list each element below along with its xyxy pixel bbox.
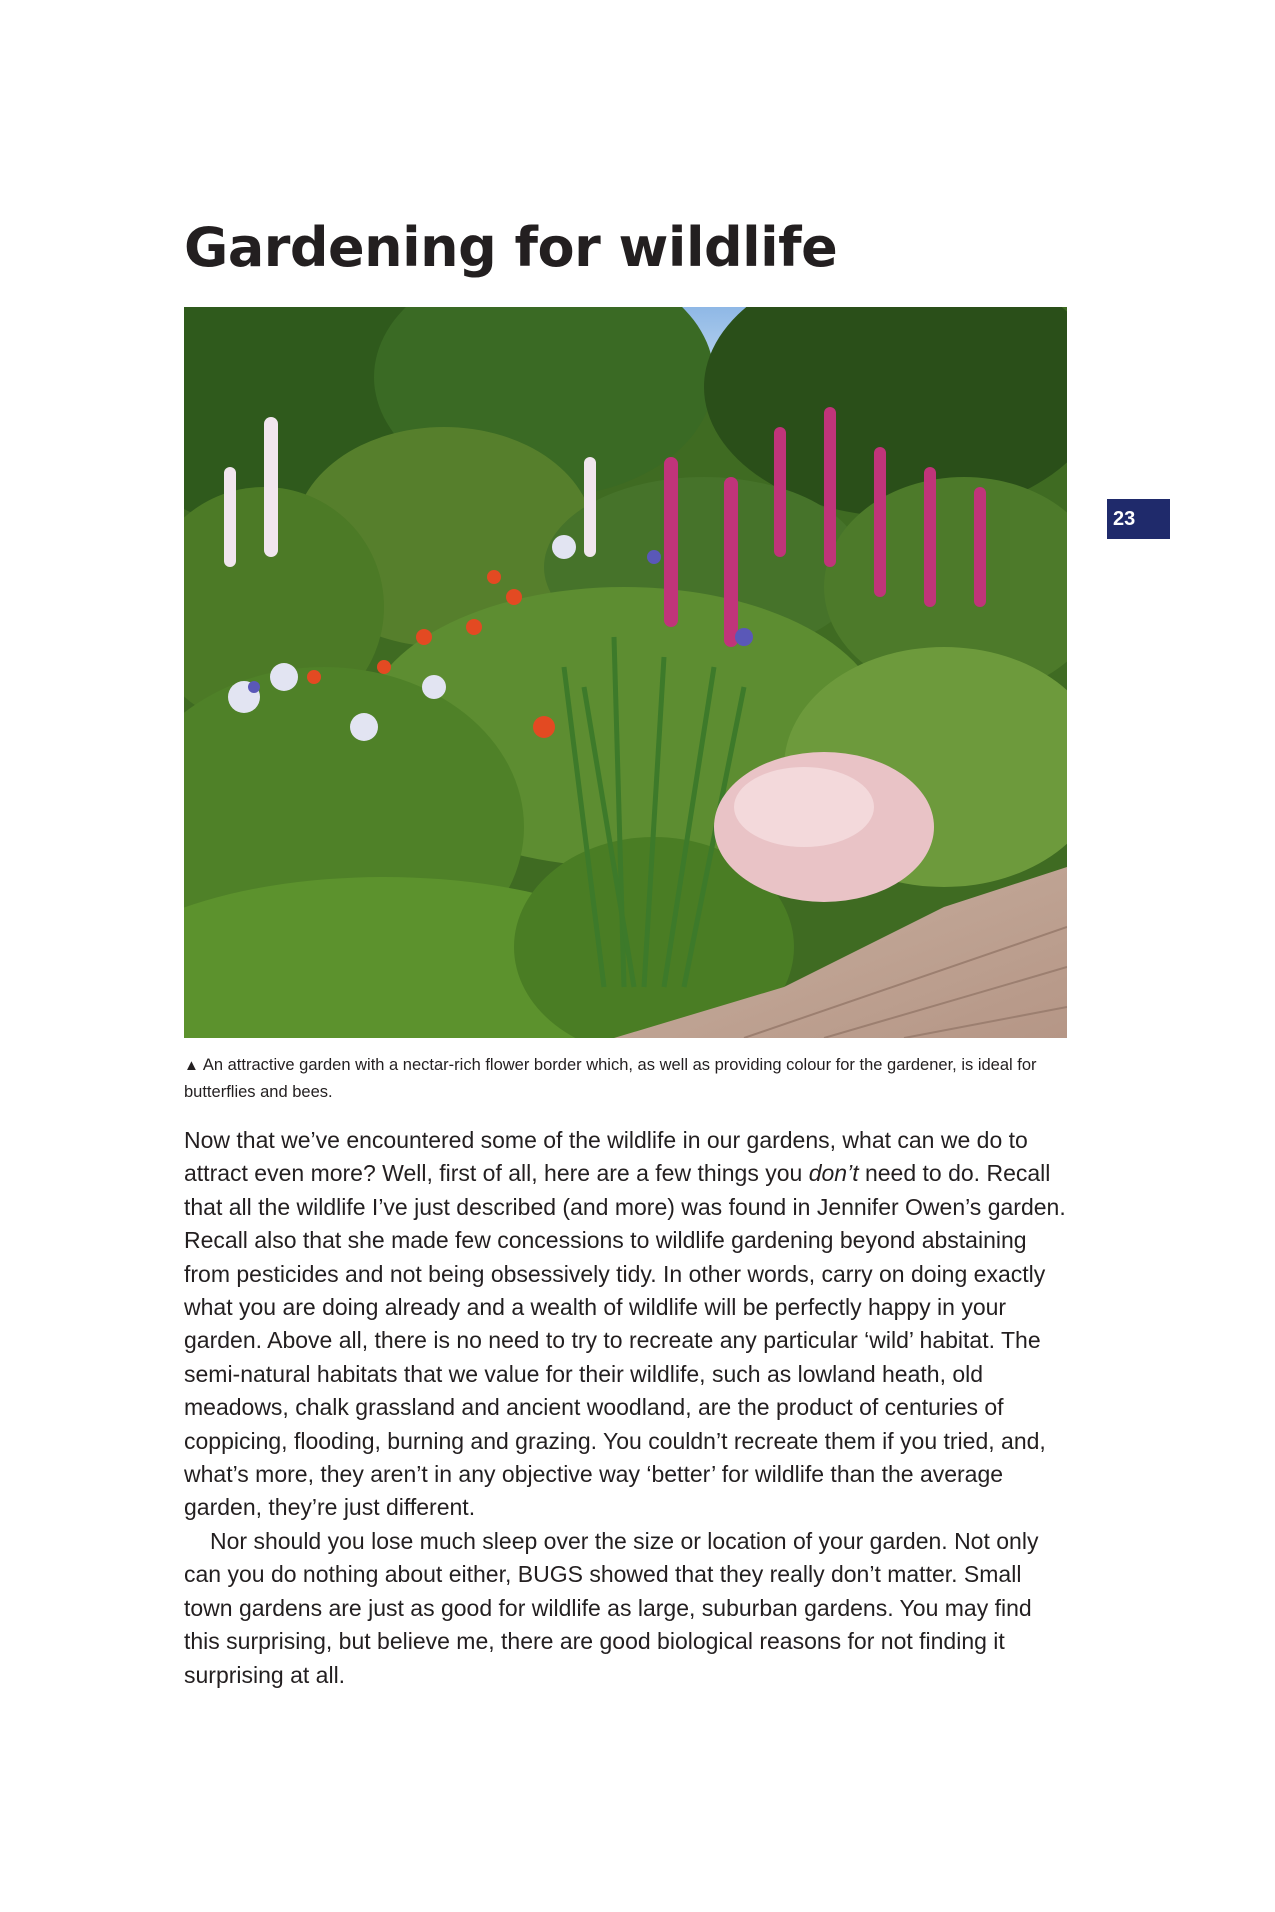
paragraph-1-emphasis: don’t [808,1160,859,1187]
caption-text: An attractive garden with a nectar-rich flower border which, as well as providing colour for the gardener, is ideal for butterflies and bees. [184,1056,1037,1101]
garden-photo-illustration [184,307,1067,1038]
paragraph-1 [184,1124,1069,1525]
triangle-marker-icon: ▲ [184,1057,199,1074]
page-number-tab: 23 [1107,499,1170,539]
paragraph-1-part-a: Now that we’ve encountered some of the wildlife in our gardens, what can we do to attract even more? Well, first of all, here are a few things you [184,1127,1028,1187]
body-text [184,1124,1069,1692]
figure-caption [184,1052,1044,1105]
garden-photo [184,307,1067,1038]
paragraph-2: Nor should you lose much sleep over the size or location of your garden. Not only can you do nothing about either, BUGS showed that they really don’t matter. Small town gardens are just as good for wildlife as large, suburban gardens. You may find this surprising, but believe me, there are good biological reasons for not finding it surprising at all. [184,1527,1039,1688]
paragraph-1-part-b: need to do. Recall that all the wildlife I’ve just described (and more) was found in Jennifer Owen’s garden. Recall also that she made few concessions to wildlife gardening beyond abstaining from pesticides and not being obsessively tidy. In other words, carry on doing exactly what you are doing already and a wealth of wildlife will be perfectly happy in your garden. Above all, there is no need to try to recreate any particular ‘wild’ habitat. The semi-natural habitats that we value for their wildlife, such as lowland heath, old meadows, chalk grassland and ancient woodland, are the product of centuries of coppicing, flooding, burning and grazing. You couldn’t recreate them if you tried, and, what’s more, they aren’t in any objective way ‘better’ for wildlife than the average garden, they’re just different. [184,1160,1066,1521]
page-title: Gardening for wildlife [184,216,838,279]
